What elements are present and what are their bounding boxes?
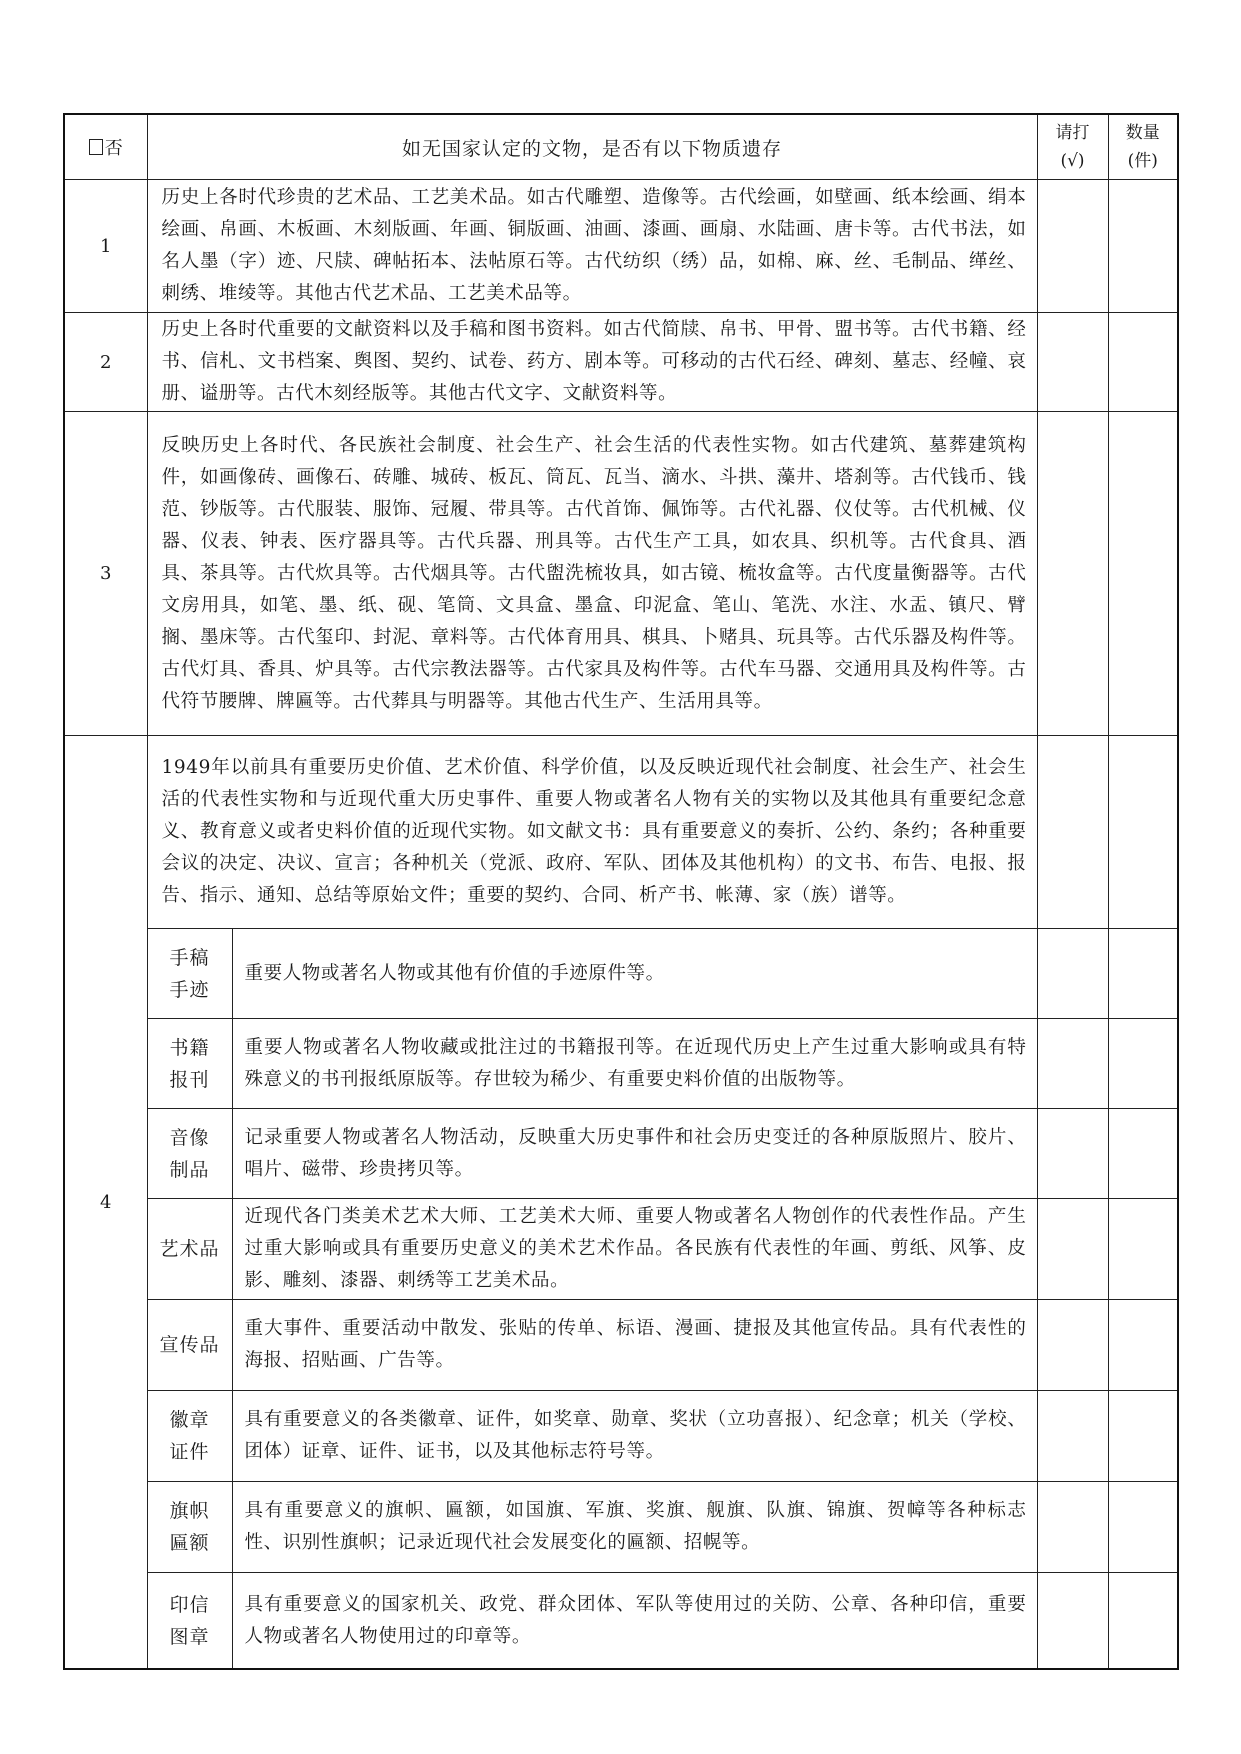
row-description: 历史上各时代重要的文献资料以及手稿和图书资料。如古代简牍、帛书、甲骨、盟书等。古代书籍、经书、信札、文书档案、舆图、契约、试卷、药方、剧本等。可移动的古代石经、碑刻、墓志、经幢、哀册、谥册等。古代木刻经版等。其他古代文字、文献资料等。 xyxy=(147,313,1037,412)
sub-description: 具有重要意义的旗帜、匾额，如国旗、军旗、奖旗、舰旗、队旗、锦旗、贺幛等各种标志性、识别性旗帜；记录近现代社会发展变化的匾额、招幌等。 xyxy=(232,1482,1037,1573)
sub-category xyxy=(147,1199,232,1300)
sub-category-line1: 音像 xyxy=(169,1126,210,1149)
sub-description: 具有重要意义的各类徽章、证件，如奖章、勋章、奖状（立功喜报）、纪念章；机关（学校、团体）证章、证件、证书，以及其他标志符号等。 xyxy=(232,1391,1037,1482)
sub-description: 重要人物或著名人物或其他有价值的手迹原件等。 xyxy=(232,929,1037,1019)
table-row xyxy=(64,736,1178,929)
no-label: 否 xyxy=(104,138,123,159)
sub-category xyxy=(147,1109,232,1199)
sub-row xyxy=(64,1573,1178,1670)
header-row xyxy=(64,114,1178,180)
tick-cell[interactable] xyxy=(1037,1019,1108,1109)
quantity-cell[interactable] xyxy=(1108,929,1178,1019)
sub-category-line1: 旗帜 xyxy=(169,1500,210,1522)
quantity-header-line2: (件) xyxy=(1127,151,1158,171)
sub-category-line2: 制品 xyxy=(169,1158,210,1181)
sub-category-line1: 宣传品 xyxy=(159,1334,220,1356)
sub-description: 近现代各门类美术艺术大师、工艺美术大师、重要人物或著名人物创作的代表性作品。产生过重大影响或具有重要历史意义的美术艺术作品。各民族有代表性的年画、剪纸、风筝、皮影、雕刻、漆器、刺绣等工艺美术品。 xyxy=(232,1199,1037,1300)
sub-category xyxy=(147,1482,232,1573)
sub-row xyxy=(64,1391,1178,1482)
sub-row xyxy=(64,1300,1178,1391)
sub-category xyxy=(147,929,232,1019)
quantity-cell[interactable] xyxy=(1108,1019,1178,1109)
sub-category-line2: 报刊 xyxy=(169,1068,210,1091)
sub-row xyxy=(64,1482,1178,1573)
sub-row xyxy=(64,929,1178,1019)
heritage-checklist-table xyxy=(63,113,1179,1670)
quantity-cell[interactable] xyxy=(1108,1391,1178,1482)
tick-cell[interactable] xyxy=(1037,736,1108,929)
sub-description: 具有重要意义的国家机关、政党、群众团体、军队等使用过的关防、公章、各种印信，重要人物或著名人物使用过的印章等。 xyxy=(232,1573,1037,1670)
sub-category-line2: 图章 xyxy=(169,1625,210,1648)
sub-category-line2: 手迹 xyxy=(169,978,210,1001)
row-description: 1949年以前具有重要历史价值、艺术价值、科学价值，以及反映近现代社会制度、社会生产、社会生活的代表性实物和与近现代重大历史事件、重要人物或著名人物有关的实物以及其他具有重要纪念意义、教育意义或者史料价值的近现代实物。如文献文书：具有重要意义的奏折、公约、条约；各种重要会议的决定、决议、宣言；各种机关（党派、政府、军队、团体及其他机构）的文书、布告、电报、报告、指示、通知、总结等原始文件；重要的契约、合同、析产书、帐薄、家（族）谱等。 xyxy=(147,736,1037,929)
row-number: 2 xyxy=(64,313,147,412)
tick-cell[interactable] xyxy=(1037,1109,1108,1199)
quantity-cell[interactable] xyxy=(1108,1482,1178,1573)
sub-category xyxy=(147,1573,232,1670)
sub-category-line1: 徽章 xyxy=(169,1409,210,1431)
row-number: 4 xyxy=(64,736,147,1670)
sub-category-line1: 艺术品 xyxy=(159,1238,220,1260)
sub-row xyxy=(64,1199,1178,1300)
tick-cell[interactable] xyxy=(1037,1482,1108,1573)
quantity-cell[interactable] xyxy=(1108,1300,1178,1391)
quantity-cell[interactable] xyxy=(1108,1109,1178,1199)
tick-cell[interactable] xyxy=(1037,180,1108,313)
tick-cell[interactable] xyxy=(1037,313,1108,412)
sub-category-line2: 匾额 xyxy=(169,1532,210,1554)
quantity-cell[interactable] xyxy=(1108,180,1178,313)
quantity-cell[interactable] xyxy=(1108,412,1178,736)
tick-header-line1: 请打 xyxy=(1055,123,1090,143)
quantity-header-line1: 数量 xyxy=(1125,123,1160,143)
tick-header-line2: (√) xyxy=(1060,151,1085,171)
table-row xyxy=(64,313,1178,412)
sub-category xyxy=(147,1391,232,1482)
sub-description: 记录重要人物或著名人物活动，反映重大历史事件和社会历史变迁的各种原版照片、胶片、唱片、磁带、珍贵拷贝等。 xyxy=(232,1109,1037,1199)
row-number: 3 xyxy=(64,412,147,736)
sub-row xyxy=(64,1109,1178,1199)
quantity-cell[interactable] xyxy=(1108,736,1178,929)
quantity-cell[interactable] xyxy=(1108,1573,1178,1670)
tick-cell[interactable] xyxy=(1037,1300,1108,1391)
quantity-cell[interactable] xyxy=(1108,1199,1178,1300)
table-row xyxy=(64,412,1178,736)
table-row xyxy=(64,180,1178,313)
sub-category xyxy=(147,1300,232,1391)
quantity-cell[interactable] xyxy=(1108,313,1178,412)
sub-row xyxy=(64,1019,1178,1109)
row-description: 反映历史上各时代、各民族社会制度、社会生产、社会生活的代表性实物。如古代建筑、墓葬建筑构件，如画像砖、画像石、砖雕、城砖、板瓦、筒瓦、瓦当、滴水、斗拱、藻井、塔刹等。古代钱币、钱范、钞版等。古代服装、服饰、冠履、带具等。古代首饰、佩饰等。古代礼器、仪仗等。古代机械、仪器、仪表、钟表、医疗器具等。古代兵器、刑具等。古代生产工具，如农具、织机等。古代食具、酒具、茶具等。古代炊具等。古代烟具等。古代盥洗梳妆具，如古镜、梳妆盒等。古代度量衡器等。古代文房用具，如笔、墨、纸、砚、笔筒、文具盒、墨盒、印泥盒、笔山、笔洗、水注、水盂、镇尺、臂搁、墨床等。古代玺印、封泥、章料等。古代体育用具、棋具、卜赌具、玩具等。古代乐器及构件等。古代灯具、香具、炉具等。古代宗教法器等。古代家具及构件等。古代车马器、交通用具及构件等。古代符节腰牌、牌匾等。古代葬具与明器等。其他古代生产、生活用具等。 xyxy=(147,412,1037,736)
tick-cell[interactable] xyxy=(1037,929,1108,1019)
sub-category-line1: 书籍 xyxy=(169,1036,210,1059)
sub-description: 重要人物或著名人物收藏或批注过的书籍报刊等。在近现代历史上产生过重大影响或具有特殊意义的书刊报纸原版等。存世较为稀少、有重要史料价值的出版物等。 xyxy=(232,1019,1037,1109)
checkbox-icon[interactable] xyxy=(89,139,103,155)
row-number: 1 xyxy=(64,180,147,313)
sub-category-line1: 印信 xyxy=(169,1593,210,1616)
quantity-header xyxy=(1108,114,1178,180)
sub-category-line1: 手稿 xyxy=(169,946,210,969)
tick-header xyxy=(1037,114,1108,180)
tick-cell[interactable] xyxy=(1037,1199,1108,1300)
sub-category-line2: 证件 xyxy=(169,1441,210,1463)
row-description: 历史上各时代珍贵的艺术品、工艺美术品。如古代雕塑、造像等。古代绘画，如壁画、纸本绘画、绢本绘画、帛画、木板画、木刻版画、年画、铜版画、油画、漆画、画扇、水陆画、唐卡等。古代书法，如名人墨（字）迹、尺牍、碑帖拓本、法帖原石等。古代纺织（绣）品，如棉、麻、丝、毛制品、缂丝、刺绣、堆绫等。其他古代艺术品、工艺美术品等。 xyxy=(147,180,1037,313)
tick-cell[interactable] xyxy=(1037,1391,1108,1482)
sub-category xyxy=(147,1019,232,1109)
tick-cell[interactable] xyxy=(1037,1573,1108,1670)
header-title: 如无国家认定的文物，是否有以下物质遗存 xyxy=(147,114,1037,180)
tick-cell[interactable] xyxy=(1037,412,1108,736)
sub-description: 重大事件、重要活动中散发、张贴的传单、标语、漫画、捷报及其他宣传品。具有代表性的海报、招贴画、广告等。 xyxy=(232,1300,1037,1391)
no-checkbox-cell[interactable] xyxy=(64,114,147,180)
